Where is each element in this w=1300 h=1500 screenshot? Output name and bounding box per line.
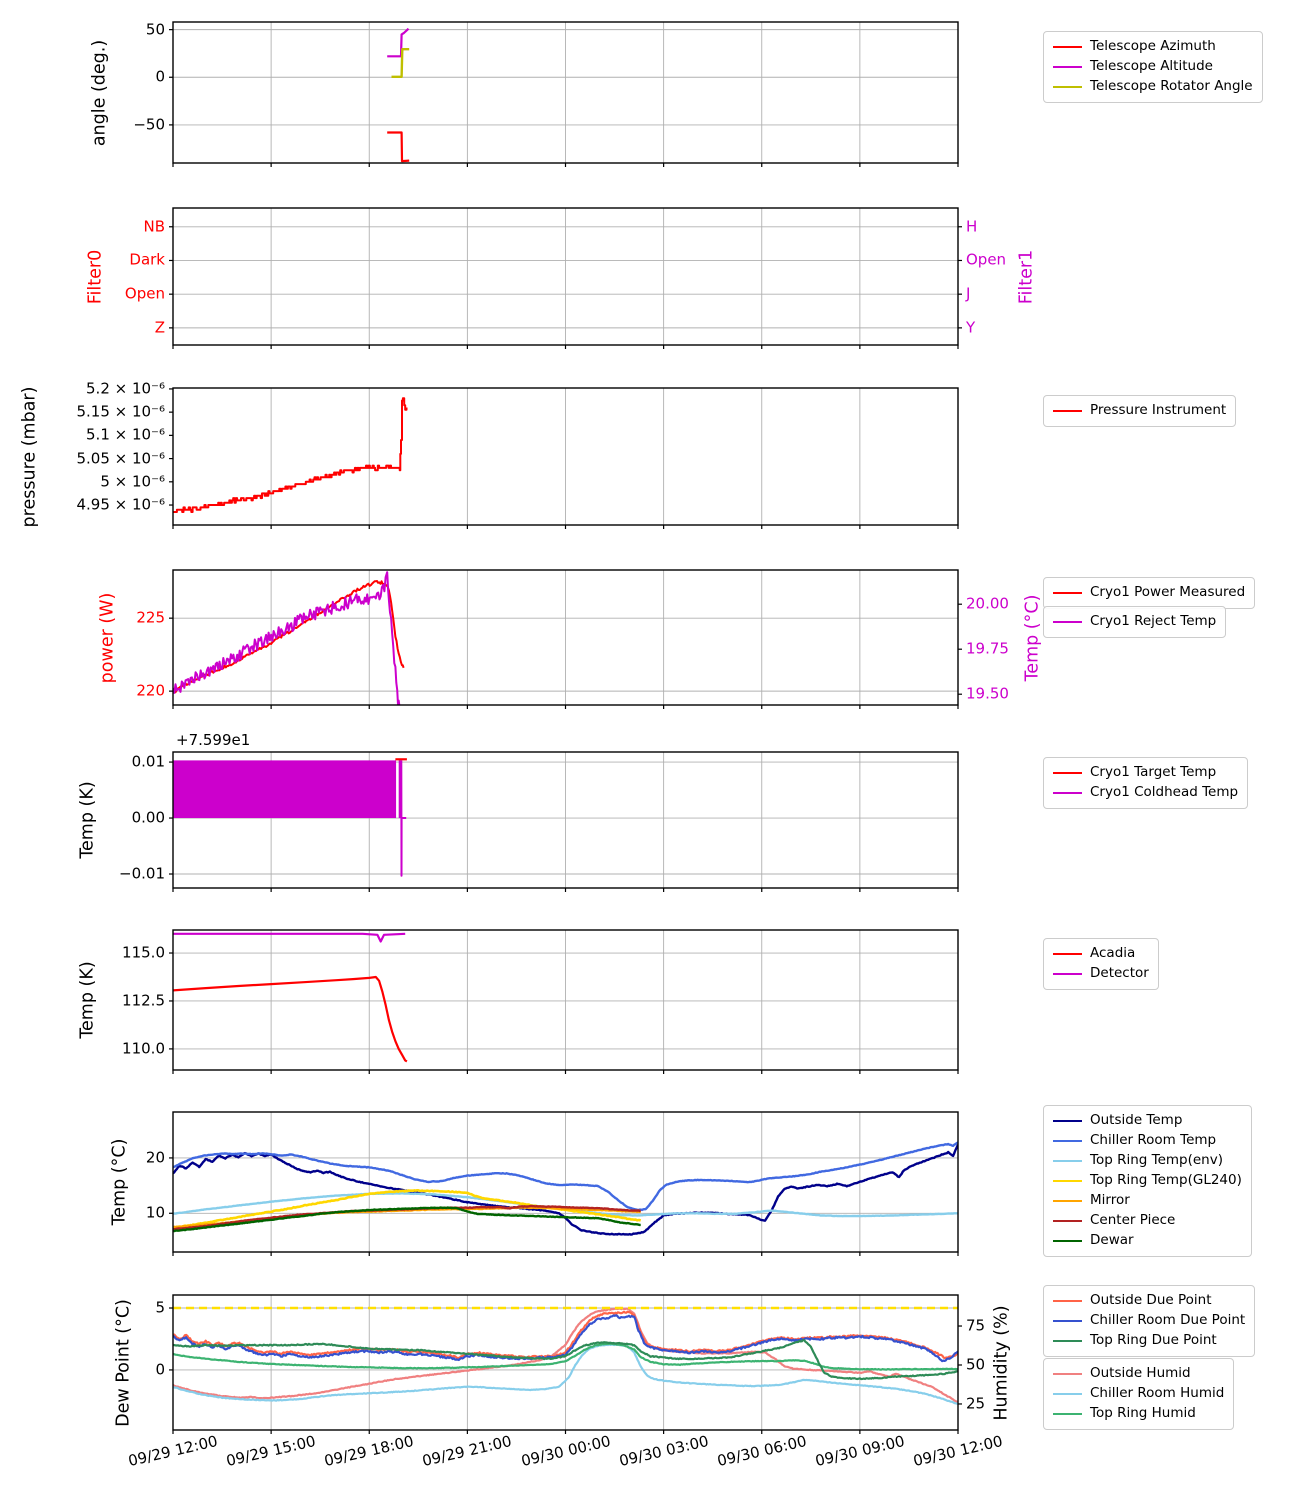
legend-item [1053,401,1226,421]
legend-line-swatch [1053,1240,1082,1242]
legend-line-swatch [1053,410,1082,412]
y-tick-label-right: 75 [966,1316,986,1335]
legend-label: Chiller Room Humid [1090,1385,1225,1402]
legend-line-swatch [1053,86,1082,88]
y-tick-label-right: Open [966,250,1007,269]
y-axis-label: Dew Point (°C) [113,1298,134,1427]
x-tick-label: 09/29 18:00 [322,1431,416,1471]
y-tick-label: 115.0 [122,943,165,962]
legend-label: Cryo1 Power Measured [1090,584,1246,601]
legend-label: Detector [1090,965,1149,982]
panel-filters [169,208,962,349]
legend-box [1043,757,1248,809]
legend-label: Acadia [1090,945,1136,962]
panel-dew-humidity [169,1295,962,1434]
y-tick-label: −0.01 [119,864,165,883]
legend-line-swatch [1053,1413,1082,1415]
legend-line-swatch [1053,1340,1082,1342]
y-tick-label: 5.2 × 10⁻⁶ [86,379,165,398]
legend-item [1053,1384,1224,1404]
legend-label: Cryo1 Target Temp [1090,764,1217,781]
y-tick-label: 225 [136,608,165,627]
panel-detector-temp [169,930,958,1074]
legend-item [1053,612,1216,632]
legend-item [1053,57,1253,77]
legend-box [1043,577,1255,609]
legend-line-swatch [1053,621,1082,623]
x-tick-label: 09/30 12:00 [911,1431,1005,1471]
y-tick-label: 4.95 × 10⁻⁶ [76,495,165,514]
legend-label: Telescope Rotator Angle [1090,78,1253,95]
y-tick-label: 0.00 [131,808,165,827]
y-tick-label: 5.15 × 10⁻⁶ [76,402,165,421]
y-tick-label: 0.01 [131,752,165,771]
y-axis-label: Filter0 [85,249,106,304]
y-tick-label: 10 [145,1203,165,1222]
legend-label: Mirror [1090,1192,1130,1209]
legend-box [1043,1358,1234,1430]
legend-label: Center Piece [1090,1212,1176,1229]
x-tick-label: 09/30 09:00 [813,1431,907,1471]
legend-line-swatch [1053,1220,1082,1222]
y-tick-label-right: Y [966,318,976,337]
y-tick-label: 0 [155,1360,165,1379]
y-tick-label: 112.5 [122,991,165,1010]
y-axis-label: Temp (K) [77,781,98,859]
y-tick-label-right: 19.50 [966,684,1009,703]
y-axis-label: pressure (mbar) [19,386,40,527]
x-tick-label: 09/30 06:00 [715,1431,809,1471]
legend-label: Outside Temp [1090,1112,1183,1129]
legend-label: Top Ring Temp(env) [1090,1152,1223,1169]
legend-label: Cryo1 Reject Temp [1090,613,1217,630]
y-tick-label-right: 50 [966,1355,986,1374]
legend-item [1053,37,1253,57]
y-tick-label: 50 [145,20,165,39]
x-tick-label: 09/30 03:00 [617,1431,710,1471]
x-tick-label: 09/29 15:00 [224,1431,318,1471]
y-axis-label-right: Humidity (%) [991,1304,1012,1421]
legend-line-swatch [1053,1120,1082,1122]
legend-item [1053,1131,1242,1151]
y-tick-label: Z [154,318,165,337]
panel-cryo-temp [169,752,958,892]
y-tick-label: 5 [155,1298,165,1317]
y-tick-label: 110.0 [122,1039,165,1058]
legend-label: Chiller Room Temp [1090,1132,1217,1149]
legend-item [1053,77,1253,97]
legend-label: Top Ring Humid [1090,1405,1196,1422]
legend-item [1053,964,1149,984]
legend-item [1053,1171,1242,1191]
legend-label: Outside Due Point [1090,1292,1212,1309]
legend-item [1053,783,1238,803]
y-tick-label: 220 [136,681,165,700]
y-tick-label: 5.05 × 10⁻⁶ [76,449,165,468]
legend-line-swatch [1053,772,1082,774]
y-axis-label: Temp (°C) [109,1138,130,1226]
legend-item [1053,1364,1224,1384]
legend-item [1053,1311,1245,1331]
legend-label: Top Ring Due Point [1090,1332,1217,1349]
legend-item [1053,583,1245,603]
legend-line-swatch [1053,1160,1082,1162]
legend-item [1053,1211,1242,1231]
x-tick-label: 09/29 12:00 [126,1431,220,1471]
y-axis-label: Temp (K) [77,961,98,1039]
legend-box [1043,1105,1252,1257]
legend-line-swatch [1053,1373,1082,1375]
legend-item [1053,1331,1245,1351]
legend-line-swatch [1053,1180,1082,1182]
legend-item [1053,944,1149,964]
y-tick-label: 5.1 × 10⁻⁶ [86,425,165,444]
y-tick-label: NB [143,217,165,236]
x-tick-label: 09/30 00:00 [518,1431,612,1471]
legend-label: Cryo1 Coldhead Temp [1090,784,1239,801]
legend-item [1053,1151,1242,1171]
panel-cryo-power [169,570,962,709]
legend-item [1053,1191,1242,1211]
y-axis-label-right: Filter1 [1016,249,1037,304]
legend-item [1053,1111,1242,1131]
x-tick-label: 09/29 21:00 [420,1431,514,1471]
y-tick-label-right: 20.00 [966,594,1009,613]
legend-item [1053,1291,1245,1311]
y-tick-label-right: 25 [966,1394,986,1413]
legend-line-swatch [1053,1140,1082,1142]
legend-label: Outside Humid [1090,1365,1191,1382]
panel-pressure [169,388,958,529]
y-tick-label-right: J [966,284,971,303]
legend-label: Telescope Azimuth [1090,38,1216,55]
legend-box [1043,31,1263,103]
axis-offset-text: +7.599e1 [176,731,251,749]
y-axis-label-right: Temp (°C) [1022,594,1043,681]
legend-item [1053,763,1238,783]
legend-line-swatch [1053,973,1082,975]
y-tick-label-right: 19.75 [966,639,1009,658]
y-tick-label: 5 × 10⁻⁶ [100,472,165,491]
legend-line-swatch [1053,953,1082,955]
y-tick-label: 0 [155,67,165,86]
legend-item [1053,1231,1242,1251]
legend-box [1043,395,1236,427]
y-axis-label: power (W) [97,592,118,683]
panel-ambient-temp [169,1112,958,1256]
y-tick-label-right: H [966,217,978,236]
legend-line-swatch [1053,1320,1082,1322]
legend-line-swatch [1053,792,1082,794]
legend-label: Chiller Room Due Point [1090,1312,1246,1329]
legend-line-swatch [1053,1200,1082,1202]
legend-label: Telescope Altitude [1090,58,1213,75]
legend-line-swatch [1053,66,1082,68]
legend-label: Top Ring Temp(GL240) [1090,1172,1242,1189]
legend-label: Dewar [1090,1232,1134,1249]
legend-line-swatch [1053,1393,1082,1395]
legend-box [1043,1285,1255,1357]
y-tick-label: −50 [133,115,165,134]
panel-angle [169,22,958,167]
legend-box [1043,938,1159,990]
legend-line-swatch [1053,1300,1082,1302]
y-tick-label: Open [124,284,165,303]
legend-line-swatch [1053,592,1082,594]
legend-box [1043,606,1226,638]
y-tick-label: Dark [129,250,165,269]
legend-item [1053,1404,1224,1424]
y-axis-label: angle (deg.) [89,39,110,146]
series-band [173,760,396,818]
y-tick-label: 20 [145,1148,165,1167]
legend-line-swatch [1053,46,1082,48]
legend-label: Pressure Instrument [1090,402,1227,419]
